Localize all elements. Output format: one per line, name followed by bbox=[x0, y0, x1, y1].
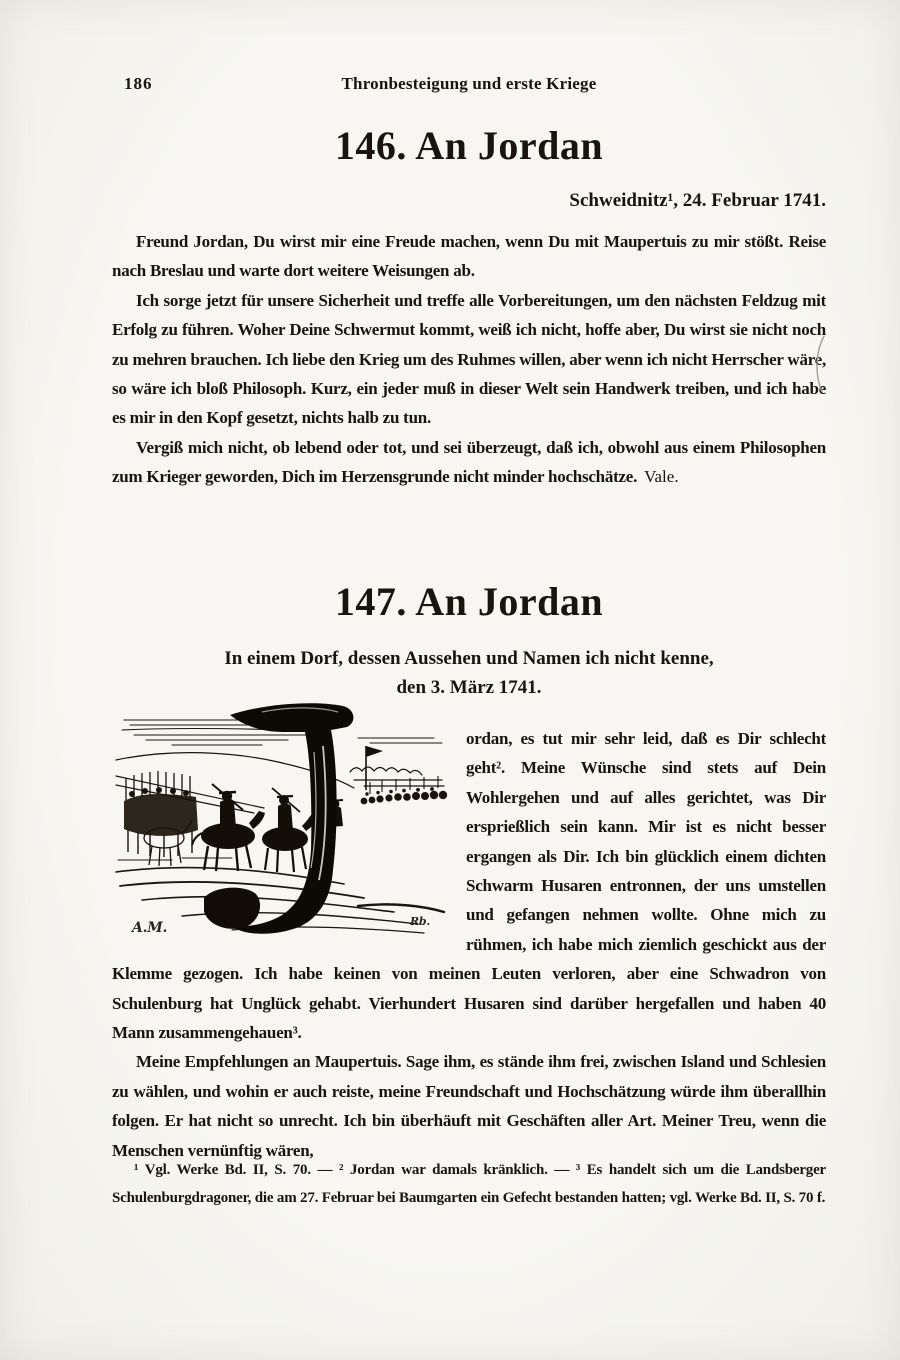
letter-147-dateline-date: den 3. März 1741. bbox=[396, 677, 542, 698]
letter-146-valediction: Vale. bbox=[644, 467, 679, 487]
letter-146-body bbox=[112, 227, 826, 492]
artist-signature-left: A.M. bbox=[132, 920, 168, 936]
footnote-text: ¹ Vgl. Werke Bd. II, S. 70. — ² Jordan war damals kränklich. — ³ Es handelt sich um die Landsberger Schulenburgdragoner, die am 27. Februar bei Baumgarten ein Gefecht bestanden hatten; vgl. Werke Bd. II, S. 70 f. bbox=[112, 1162, 826, 1207]
letter-147-dateline bbox=[112, 644, 826, 702]
margin-pencil-mark bbox=[812, 333, 828, 395]
letter-147-paragraph-2: Meine Empfehlungen an Maupertuis. Sage ihm, es stände ihm frei, zwischen Island und Schlesien zu wählen, und wohin er auch reiste, meine Freundschaft und Hochschätzung würde ihm überallhin folgen. Er hat nicht so unrecht. Ich bin überhäuft mit Geschäften aller Art. Meiner Treu, wenn die Menschen vernünftig wären, bbox=[112, 1052, 826, 1160]
letter-147-heading: 147. An Jordan bbox=[334, 579, 604, 624]
running-title: Thronbesteigung und erste Kriege bbox=[341, 74, 597, 93]
letter-146-heading: 146. An Jordan bbox=[334, 123, 604, 168]
letter-147-body bbox=[112, 700, 826, 1165]
cavalry-woodcut-illustration bbox=[112, 700, 448, 940]
engraver-monogram-right: Rb. bbox=[410, 915, 430, 928]
letter-147-paragraph-1: ordan, es tut mir sehr leid, daß es Dir schlecht geht². Meine Wünsche sind stets auf Dein Wohlergehen und auf alles gerichtet, was Dir ersprießlich sein kann. Mir ist es nicht besser ergangen als Dir. Ich bin glücklich einem dichten Schwarm Husaren entronnen, der uns umstellen und gefangen nehmen wollte. Ohne mich zu rühmen, ich habe mich ziemlich geschickt aus der Klemme gezogen. Ich habe keinen von meinen Leuten verloren, aber eine Schwadron von Schulenburg hat Unglück gehabt. Vierhundert Husaren sind darüber hergefallen und haben 40 Mann zusammengehauen³. bbox=[112, 729, 826, 1043]
page-number: 186 bbox=[124, 74, 153, 93]
running-head bbox=[112, 74, 826, 100]
letter-146-paragraph-1: Freund Jordan, Du wirst mir eine Freude machen, wenn Du mit Maupertuis zu mir stößt. Reise nach Breslau und warte dort weitere Weisungen ab. bbox=[112, 232, 826, 281]
footnotes bbox=[112, 1156, 826, 1213]
letter-146-paragraph-3-text: Vergiß mich nicht, ob lebend oder tot, und sei überzeugt, daß ich, obwohl aus einem Philosophen zum Krieger geworden, Dich im Herzensgrunde nicht minder hochschätze. bbox=[112, 437, 826, 487]
letter-146-paragraph-2: Ich sorge jetzt für unsere Sicherheit und treffe alle Vorbereitungen, um den nächsten Feldzug mit Erfolg zu führen. Woher Deine Schwermut kommt, weiß ich nicht, hoffe aber, Du wirst sie nicht noch zu mehren brauchen. Ich liebe den Krieg um des Ruhmes willen, aber wenn ich nicht Herrscher wäre, so wäre ich bloß Philosoph. Kurz, ein jeder muß in dieser Welt sein Handwerk treiben, und ich habe es mir in den Kopf gesetzt, nichts halb zu tun. bbox=[112, 290, 826, 428]
letter-146-dateline: Schweidnitz¹, 24. Februar 1741. bbox=[569, 190, 826, 211]
cavalry-woodcut-engraving bbox=[112, 700, 448, 940]
letter-147-dateline-place: In einem Dorf, dessen Aussehen und Namen ich nicht kenne, bbox=[224, 648, 714, 669]
letter-146-paragraph-3 bbox=[112, 433, 826, 492]
foreground-rock bbox=[204, 888, 260, 929]
infantry-group bbox=[124, 771, 198, 857]
